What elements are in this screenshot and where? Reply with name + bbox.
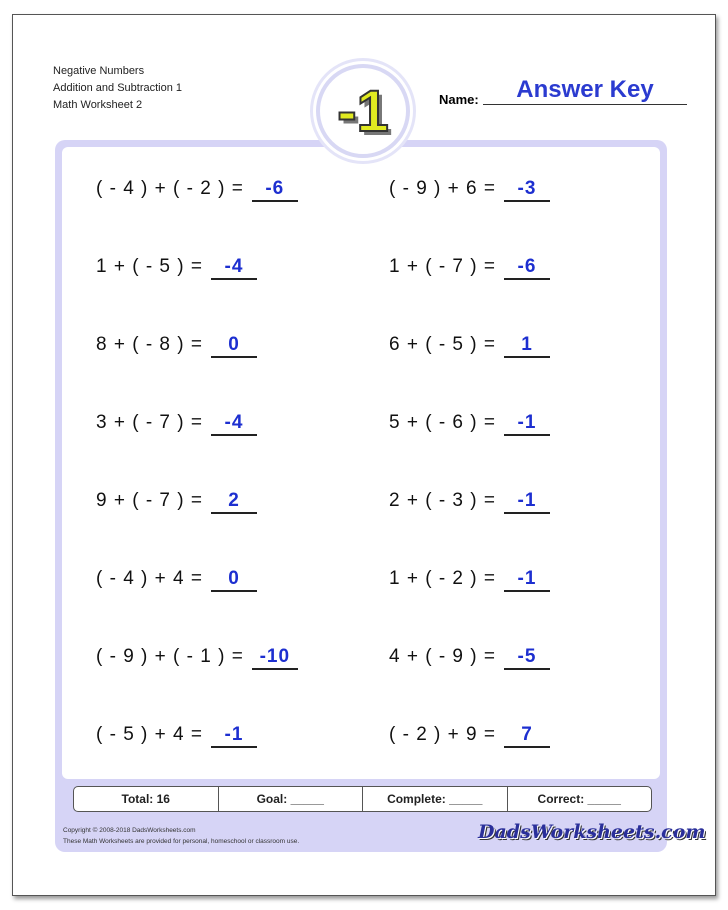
- problem: [389, 490, 550, 514]
- problem: [389, 568, 550, 592]
- problem: [389, 412, 550, 436]
- problem-answer: -10: [252, 646, 298, 670]
- problem: [389, 178, 550, 202]
- problem: [96, 256, 257, 280]
- stat-total: Total: 16: [74, 787, 219, 811]
- logo-badge: [316, 64, 410, 158]
- problem-question: 3 + ( - 7 ) =: [96, 412, 203, 433]
- problem-question: ( - 4 ) + 4 =: [96, 568, 203, 589]
- problem-question: 9 + ( - 7 ) =: [96, 490, 203, 511]
- problem-answer: -1: [504, 412, 550, 436]
- problem-answer: -1: [504, 568, 550, 592]
- problem-question: 4 + ( - 9 ) =: [389, 646, 496, 667]
- stat-goal: Goal: _____: [219, 787, 364, 811]
- problem-question: ( - 4 ) + ( - 2 ) =: [96, 178, 244, 199]
- problem: [96, 334, 257, 358]
- problem: [389, 646, 550, 670]
- problem: [96, 412, 257, 436]
- problem-question: ( - 9 ) + 6 =: [389, 178, 496, 199]
- name-field: Answer Key: [483, 76, 687, 105]
- problem: [96, 568, 257, 592]
- name-label: Name:: [439, 92, 479, 107]
- problem: [96, 178, 298, 202]
- problem: [96, 490, 257, 514]
- problem-question: 8 + ( - 8 ) =: [96, 334, 203, 355]
- problem-answer: -6: [252, 178, 298, 202]
- problem-area: [62, 147, 660, 779]
- problem-question: ( - 2 ) + 9 =: [389, 724, 496, 745]
- problem-question: ( - 5 ) + 4 =: [96, 724, 203, 745]
- stat-complete: Complete: _____: [363, 787, 508, 811]
- problem: [96, 724, 257, 748]
- problem-answer: 1: [504, 334, 550, 358]
- problem: [96, 646, 298, 670]
- problem-answer: -1: [211, 724, 257, 748]
- problem-answer: -1: [504, 490, 550, 514]
- header-line: Math Worksheet 2: [53, 99, 143, 111]
- stat-correct: Correct: _____: [537, 792, 621, 806]
- problem-question: 6 + ( - 5 ) =: [389, 334, 496, 355]
- problem: [389, 724, 550, 748]
- problem-question: 1 + ( - 7 ) =: [389, 256, 496, 277]
- problem-answer: 7: [504, 724, 550, 748]
- problem-question: 1 + ( - 2 ) =: [389, 568, 496, 589]
- copyright-text: Copyright © 2008-2018 DadsWorksheets.com: [63, 827, 196, 834]
- problem-answer: 2: [211, 490, 257, 514]
- problem-answer: -4: [211, 412, 257, 436]
- problem: [389, 334, 550, 358]
- problem-answer: -4: [211, 256, 257, 280]
- brand-logo: DadsWorksheets.com: [478, 821, 706, 843]
- problem-answer: -6: [504, 256, 550, 280]
- logo-text: -1: [337, 78, 389, 144]
- problem-answer: 0: [211, 334, 257, 358]
- problem-question: 1 + ( - 5 ) =: [96, 256, 203, 277]
- stats-bar: [73, 786, 652, 812]
- problem-question: 5 + ( - 6 ) =: [389, 412, 496, 433]
- problem-answer: -5: [504, 646, 550, 670]
- worksheet-header: [53, 63, 182, 114]
- problem-question: ( - 9 ) + ( - 1 ) =: [96, 646, 244, 667]
- footer-copyright: [63, 825, 299, 847]
- problem-answer: -3: [504, 178, 550, 202]
- problem-answer: 0: [211, 568, 257, 592]
- header-line: Addition and Subtraction 1: [53, 82, 183, 94]
- problem-question: 2 + ( - 3 ) =: [389, 490, 496, 511]
- header-line: Negative Numbers: [53, 65, 145, 77]
- usage-note: These Math Worksheets are provided for personal, homeschool or classroom use.: [63, 838, 300, 845]
- problem: [389, 256, 550, 280]
